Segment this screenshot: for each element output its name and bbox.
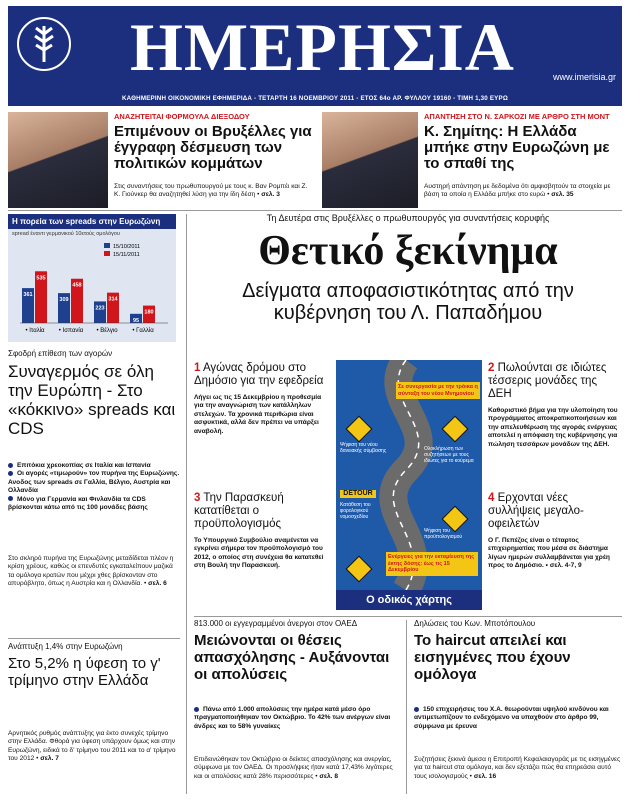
newspaper-title: ΗΜΕΡΗΣΙΑ xyxy=(130,9,515,85)
category-label: • Βέλγιο xyxy=(96,328,118,335)
roadmap-label: Κατάθεση του φορολογικού νομοσχεδίου xyxy=(340,502,371,520)
haircut-headline[interactable]: Το haircut απειλεί και εισηγμένες που έχουν ομόλογα xyxy=(414,632,571,683)
haircut-bullet: 150 επιχειρήσεις του Χ.Α. θεωρούνται υψηλού κινδύνου και αντιμετωπίζουν το ενδεχόμενο να υπαχθούν στο άρθρο 99, σύμφωνα με έρευνα xyxy=(414,706,622,731)
bar-value-label: 458 xyxy=(72,283,82,290)
bar-value-label: 180 xyxy=(144,310,154,317)
growth-headline[interactable]: Στο 5,2% η ύφεση το γ' τρίμηνο στην Ελλάδα xyxy=(8,655,161,689)
chart-title: Η πορεία των spreads στην Ευρωζώνη xyxy=(8,214,176,229)
lead-kicker: Τη Δευτέρα στις Βρυξέλλες ο πρωθυπουργός για συναντήσεις κορυφής xyxy=(266,213,550,223)
growth-body: Αρνητικός ρυθμός ανάπτυξης για έκτο συνεχές τρίμηνο στην Ελλάδα. Φθορά για ύφεση υπάρχουν όμως και στην Ευρωζώνη, ειδικά το δ' τρίμηνο του 2011 και το α' τρίμηνο του 2012 • σελ. 7 xyxy=(8,730,176,763)
point-number: 2 xyxy=(488,362,495,374)
point-number: 3 xyxy=(194,492,201,504)
legend-swatch xyxy=(104,243,110,248)
story2-kicker: ΑΠΑΝΤΗΣΗ ΣΤΟ Ν. ΣΑΡΚΟΖΙ ΜΕ ΑΡΘΡΟ ΣΤΗ ΜΟΝΤ xyxy=(424,112,610,121)
bar-value-label: 95 xyxy=(132,318,140,325)
haircut-body: Συζητήσεις ξεκινά άμεσα η Επιτροπή Κεφαλαιαγοράς με τις εισηγμένες για τα haircut στα ομόλογα, και δεν εξετάζει πώς θα επηρεάσει αυτό τους ισολογισμούς • σελ. 16 xyxy=(414,756,621,780)
point-title[interactable]: Την Παρασκευή κατατίθεται ο προϋπολογισμός xyxy=(194,492,284,530)
roadmap-label: Σε συνεργασία με την τρόικα η σύνταξη του νέου Μνημονίου xyxy=(396,382,480,399)
markets-bullet: Οι αγορές «τιμωρούν» τον πυρήνα της Ευρωζώνης. Ανοδος των spreads σε Γαλλία, Βέλγιο, Αυστρία και Ολλανδία xyxy=(8,470,180,495)
story1-summary: Στις συναντήσεις του πρωθυπουργού με τους κ. Βαν Ρομπέι και Ζ. Κ. Γιούνκερ θα αναζητηθεί λύση για την ίδη δέση • σελ. 3 xyxy=(114,183,308,199)
bar-value-label: 309 xyxy=(59,297,69,304)
bar-value-label: 223 xyxy=(95,305,105,312)
story1-kicker: ΑΝΑΖΗΤΕΙΤΑΙ ΦΟΡΜΟΥΛΑ ΔΙΕΞΟΔΟΥ xyxy=(114,112,250,121)
chart-subtitle: spread έναντι γερμανικού 10ετούς ομολόγου xyxy=(12,231,120,237)
markets-bullets xyxy=(8,462,180,512)
markets-bullet: Επιτόκια χρεοκοπίας σε Ιταλία και Ισπανία xyxy=(8,462,180,470)
spreads-chart xyxy=(8,239,176,339)
jobs-bullet: Πάνω από 1.000 απολύσεις την ημέρα κατά μέσο όρο πραγματοποιήθηκαν τον Οκτώβριο. Το 42% των ανέργων είναι άνδρες και το 58% γυναίκες xyxy=(194,706,400,731)
category-label: • Ιταλία xyxy=(25,328,45,335)
point-body: Καθοριστικό βήμα για την υλοποίηση του προγράμματος αποκρατικοποιήσεων και την απελευθέρωση της αγοράς ενέργειας αποτελεί η απόφαση της κυβέρνησης για πώληση τεσσάρων μονάδων της ΔΕΗ. xyxy=(488,407,618,448)
website-url[interactable]: www.imerisia.gr xyxy=(552,72,616,82)
markets-body: Στο σκληρό πυρήνα της Ευρωζώνης μεταδίδεται πλέον η κρίση χρέους, καθώς οι επενδυτές εγκαταλείπουν μαζικά τα ομόλογα κρατών που μέχρι χθες βρίσκονταν στο απυρόβλητο, όπως η Αυστρία και η Ολλανδία. • σελ. 6 xyxy=(8,555,174,588)
bar-value-label: 361 xyxy=(23,292,33,299)
point-title[interactable]: Ερχονται νέες συλλήψεις μεγαλο-οφειλετών xyxy=(488,492,584,530)
roadmap-label: Ενέργειες για την εκταμίευση της έκτης δόσης: έως τις 15 Δεκεμβρίου xyxy=(386,552,478,576)
roadmap-label: Ψήφιση του νέου δανειακής σύμβασης xyxy=(340,442,387,454)
legend-label: 15/11/2011 xyxy=(113,252,140,259)
point-number: 4 xyxy=(488,492,495,504)
lead-headline[interactable]: Θετικό ξεκίνημα xyxy=(258,228,558,274)
point-4 xyxy=(488,492,622,571)
story2-summary: Αυστηρή απάντηση με δεδομένα ότι αμφισβητούν τα στοιχεία με βάση τα οποία η Ελλάδα μπήκε στο ευρώ • σελ. 35 xyxy=(424,183,611,199)
legend-swatch xyxy=(104,251,110,256)
simitis-photo xyxy=(322,112,418,208)
wheat-logo-icon xyxy=(14,14,74,74)
point-2 xyxy=(488,362,622,449)
jobs-headline[interactable]: Μειώνονται οι θέσεις απασχόλησης - Αυξάνονται οι απολύσεις xyxy=(194,632,390,683)
bar-value-label: 535 xyxy=(36,275,46,282)
point-title[interactable]: Πωλούνται σε ιδιώτες τέσσερις μονάδες της ΔΕΗ xyxy=(488,362,607,400)
legend-label: 15/10/2011 xyxy=(113,244,141,251)
detour-sign: DETOUR xyxy=(340,490,376,498)
samaras-photo xyxy=(8,112,108,208)
markets-bullet: Μόνο για Γερμανία και Φινλανδία τα CDS βρίσκονται κάτω από τις 100 μονάδες βάσης xyxy=(8,496,180,513)
dateline: ΚΑΘΗΜΕΡΙΝΗ ΟΙΚΟΝΟΜΙΚΗ ΕΦΗΜΕΡΙΔΑ - ΤΕΤΑΡΤΗ 16 ΝΟΕΜΒΡΙΟΥ 2011 - ΕΤΟΣ 64ο ΑΡ. ΦΥΛΛΟΥ 19160 - ΤΙΜΗ 1,30 ΕΥΡΩ xyxy=(8,92,622,106)
growth-kicker: Ανάπτυξη 1,4% στην Ευρωζώνη xyxy=(8,642,123,651)
point-number: 1 xyxy=(194,362,201,374)
point-1 xyxy=(194,362,329,436)
point-body: Λήγει ως τις 15 Δεκεμβρίου η προθεσμία για την αναγνώριση των κατάλληλων στελεχών. Τα χρονικά περιθώρια είναι ασφυκτικά, αλλά δεν πρέπει να υπάρξει αναβολή. xyxy=(194,394,322,435)
story2-headline[interactable]: Κ. Σημίτης: Η Ελλάδα μπήκε στην Ευρωζώνη με το σπαθί της xyxy=(424,123,610,172)
point-title[interactable]: Αγώνας δρόμου στο Δημόσιο για την εφεδρεία xyxy=(194,362,324,387)
jobs-body: Επιδεινώθηκαν τον Οκτώβριο οι δείκτες απασχόλησης και ανεργίας, σύμφωνα με τον ΟΑΕΔ. Οι προσλήψεις ήταν κατά 17,43% λιγότερες και οι απολύσεις κατά 28% περισσότερες • σελ. 8 xyxy=(194,756,393,780)
jobs-kicker: 813.000 οι εγγεγραμμένοι άνεργοι στον ΟΑΕΔ xyxy=(194,619,358,628)
story1-headline[interactable]: Επιμένουν οι Βρυξέλλες για έγγραφη δέσμευση των πολιτικών κομμάτων xyxy=(114,123,312,172)
roadmap-graphic xyxy=(336,360,482,610)
point-body: Ο Γ. Πεπέζος είναι ο τέταρτος επιχειρηματίας που μέσα σε διάστημα λίγων ημερών συλλαμβάνεται για χρέη προς το Δημόσιο. • σελ. 4-7, 9 xyxy=(488,537,610,570)
bar-value-label: 314 xyxy=(108,297,118,304)
markets-kicker: Σφοδρή επίθεση των αγορών xyxy=(8,349,113,358)
roadmap-label: Ψήφιση του προϋπολογισμού xyxy=(424,528,463,540)
spreads-chart-box xyxy=(8,214,176,342)
roadmap-title: Ο οδικός χάρτης xyxy=(336,590,482,610)
lead-subhead: Δείγματα αποφασιστικότητας από την κυβέρνηση του Λ. Παπαδήμου xyxy=(242,280,574,324)
point-3 xyxy=(194,492,329,571)
category-label: • Ισπανία xyxy=(58,328,84,335)
haircut-kicker: Δηλώσεις του Κων. Μποτόπουλου xyxy=(414,619,536,628)
category-label: • Γαλλία xyxy=(132,328,154,335)
point-body: Το Υπουργικό Συμβούλιο αναμένεται να εγκρίνει σήμερα τον προϋπολογισμό του 2012, ο οποίος στη συνέχεια θα κατατεθεί στη Βουλή την Παρασκευή. xyxy=(194,537,324,570)
roadmap-label: Ολοκλήρωση των συζητήσεων με τους ιδιώτες για το κούρεμα xyxy=(424,446,474,464)
markets-headline[interactable]: Συναγερμός σε όλη την Ευρώπη - Στο «κόκκινο» spreads και CDS xyxy=(8,362,176,438)
